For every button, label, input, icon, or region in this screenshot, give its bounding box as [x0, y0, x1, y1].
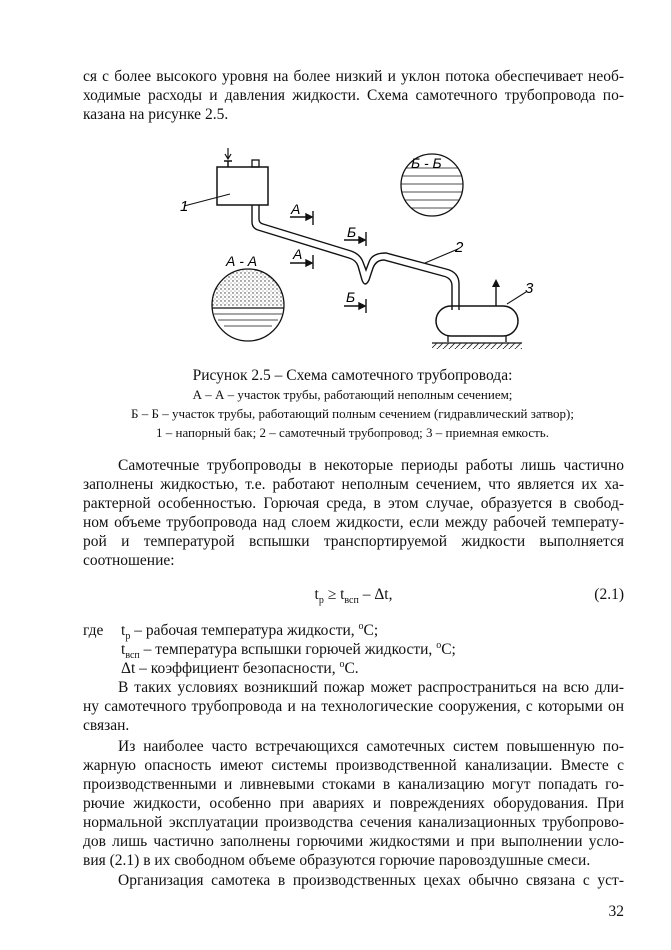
- label-section-bb: Б - Б: [411, 155, 442, 171]
- figure-caption-line: 1 – напорный бак; 2 – самотечный трубопровод; 3 – приемная емкость.: [156, 425, 549, 440]
- where-word: где: [83, 622, 104, 639]
- label-section-aa: А - А: [226, 253, 258, 269]
- text-line: Из наиболее часто встречающихся самотечных систем повышенную по-: [118, 738, 624, 755]
- figure-caption-line: Б – Б – участок трубы, работающий полным сечением (гидравлический затвор);: [131, 406, 574, 421]
- text-line: В таких условиях возникший пожар может распространиться на всю дли-: [118, 679, 624, 696]
- label-a-top: А: [291, 201, 301, 217]
- text-line: соотношение:: [83, 552, 175, 569]
- text-line: нормальной эксплуатации производства сечения канализационных трубопрово-: [83, 814, 624, 831]
- where-line-tvsp: $t_{всп}$ – температура вспышки горючей жидкости, $^о$С;: [121, 639, 456, 662]
- text-line: ся с более высокого уровня на более низкий и уклон потока обеспечивает необ-: [83, 68, 624, 85]
- text-line: производственными и ливневыми стоками в канализацию могут попадать го-: [83, 776, 624, 793]
- label-a-bottom: А: [293, 246, 303, 262]
- label-b-bottom: Б: [346, 289, 356, 305]
- text-line: ном объеме трубопровода над слоем жидкости, если между рабочей температу-: [83, 514, 624, 531]
- text-line: рючие жидкости, особенно при авариях и повреждениях оборудования. При: [83, 795, 624, 812]
- gravity-pipeline: [252, 205, 459, 310]
- section-a-a: [210, 268, 286, 341]
- label-pipe-2: 2: [455, 239, 464, 256]
- label-vessel-3: 3: [525, 280, 534, 297]
- text-line: вия (2.1) в их свободном объеме образуются горючие паровоздушные смеси.: [83, 852, 591, 869]
- gravity-pipeline-diagram: [0, 0, 671, 360]
- label-tank-1: 1: [180, 198, 189, 215]
- text-line: рактерной особенностью. Горючая среда, в этом случае, образуется в свобод-: [83, 495, 624, 512]
- figure-caption-line: А – А – участок трубы, работающий неполным сечением;: [192, 387, 513, 402]
- text-line: заполнены жидкостью, т.е. работают неполным сечением, что является их ха-: [83, 476, 624, 493]
- receiving-vessel: [432, 279, 522, 349]
- equation-number: (2.1): [594, 586, 624, 603]
- text-line: рой и температурой вспышки транспортируемой жидкости выполняется: [83, 533, 624, 550]
- text-line: Организация самотека в производственных цехах обычно связана с уст-: [118, 872, 624, 889]
- equation-body: $t_р \ge t_{всп} - \Delta t$,: [314, 586, 393, 607]
- label-b-top: Б: [347, 224, 357, 240]
- figure-caption-title: Рисунок 2.5 – Схема самотечного трубопровода:: [192, 367, 513, 384]
- pressure-tank: [217, 148, 268, 205]
- text-line: дов лишь частично заполнены горючими жидкостями и при выполнении усло-: [83, 833, 624, 850]
- text-line: ну самотечного трубопровода и на технологические сооружения, с которыми он: [83, 698, 624, 715]
- text-line: ходимые расходы и давления жидкости. Схема самотечного трубопровода по-: [83, 87, 624, 104]
- where-line-dt: Δt – коэффициент безопасности, $^о$С.: [121, 658, 359, 677]
- text-line: связан.: [83, 717, 130, 734]
- page-number: 32: [608, 903, 624, 920]
- where-line-tp: $t_р$ – рабочая температура жидкости, $^о$С;: [121, 620, 379, 643]
- text-line: Самотечные трубопроводы в некоторые периоды работы лишь частично: [118, 457, 624, 474]
- text-line: казана на рисунке 2.5.: [83, 106, 229, 123]
- text-line: жарную опасность имеют системы производственной канализации. Вместе с: [83, 757, 624, 774]
